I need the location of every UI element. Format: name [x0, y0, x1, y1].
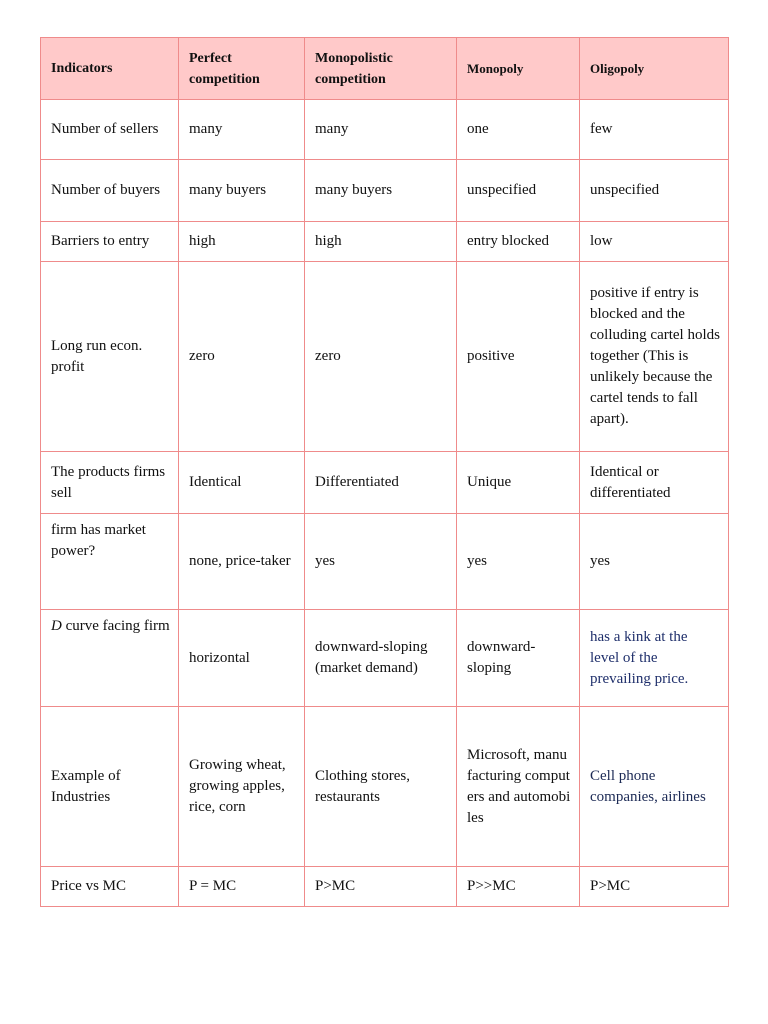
cell-monopolistic: many buyers [305, 160, 457, 222]
header-indicators: Indicators [41, 38, 179, 100]
cell-perfect: zero [179, 262, 305, 452]
row-label-demand-curve [41, 610, 179, 707]
cell-monopoly: unspecified [457, 160, 580, 222]
cell-perfect: many buyers [179, 160, 305, 222]
cell-monopolistic: high [305, 222, 457, 262]
cell-oligopoly: P>MC [580, 867, 729, 907]
cell-oligopoly: low [580, 222, 729, 262]
header-monopolistic-competition: Monopolistic competition [305, 38, 457, 100]
cell-oligopoly: positive if entry is blocked and the colluding cartel holds together (This is unlikely because the cartel tends to fall apart). [580, 262, 729, 452]
cell-monopolistic: downward-sloping (market demand) [305, 610, 457, 707]
row-label-example-industries: Example of Industries [41, 707, 179, 867]
table-row [41, 867, 729, 907]
demand-variable: D [51, 618, 62, 634]
cell-perfect: high [179, 222, 305, 262]
cell-monopoly: downward-sloping [457, 610, 580, 707]
table-header-row [41, 38, 729, 100]
cell-monopoly: entry blocked [457, 222, 580, 262]
cell-monopoly: Unique [457, 452, 580, 514]
cell-monopolistic: many [305, 100, 457, 160]
row-label-number-of-buyers: Number of buyers [41, 160, 179, 222]
cell-monopolistic: Clothing stores, restaurants [305, 707, 457, 867]
cell-perfect: P = MC [179, 867, 305, 907]
table-row [41, 610, 729, 707]
table-row [41, 100, 729, 160]
header-perfect-competition: Perfect competition [179, 38, 305, 100]
cell-perfect: Growing wheat, growing apples, rice, corn [179, 707, 305, 867]
row-label-number-of-sellers: Number of sellers [41, 100, 179, 160]
cell-monopoly: Microsoft, manufacturing computers and automobiles [457, 707, 580, 867]
cell-perfect: horizontal [179, 610, 305, 707]
market-structure-table [40, 37, 729, 907]
table-row [41, 452, 729, 514]
cell-perfect: Identical [179, 452, 305, 514]
cell-monopolistic: zero [305, 262, 457, 452]
row-label-products: The products firms sell [41, 452, 179, 514]
cell-perfect: none, price-taker [179, 514, 305, 610]
cell-monopoly: yes [457, 514, 580, 610]
header-oligopoly: Oligopoly [580, 38, 729, 100]
cell-oligopoly: Cell phone companies, airlines [580, 707, 729, 867]
table-row [41, 222, 729, 262]
cell-monopolistic: Differentiated [305, 452, 457, 514]
demand-label-text: curve facing firm [61, 618, 170, 634]
cell-oligopoly: has a kink at the level of the prevailing price. [580, 610, 729, 707]
cell-monopoly: one [457, 100, 580, 160]
cell-oligopoly: few [580, 100, 729, 160]
cell-perfect: many [179, 100, 305, 160]
table-row [41, 707, 729, 867]
row-label-price-vs-mc: Price vs MC [41, 867, 179, 907]
row-label-market-power: firm has market power? [41, 514, 179, 610]
header-monopoly: Monopoly [457, 38, 580, 100]
cell-monopolistic: P>MC [305, 867, 457, 907]
cell-oligopoly: yes [580, 514, 729, 610]
table-row [41, 160, 729, 222]
row-label-long-run-profit: Long run econ. profit [41, 262, 179, 452]
table-row [41, 262, 729, 452]
cell-oligopoly: unspecified [580, 160, 729, 222]
cell-monopoly: P>>MC [457, 867, 580, 907]
cell-monopoly: positive [457, 262, 580, 452]
cell-oligopoly: Identical or differentiated [580, 452, 729, 514]
row-label-barriers-to-entry: Barriers to entry [41, 222, 179, 262]
cell-monopolistic: yes [305, 514, 457, 610]
table-row [41, 514, 729, 610]
